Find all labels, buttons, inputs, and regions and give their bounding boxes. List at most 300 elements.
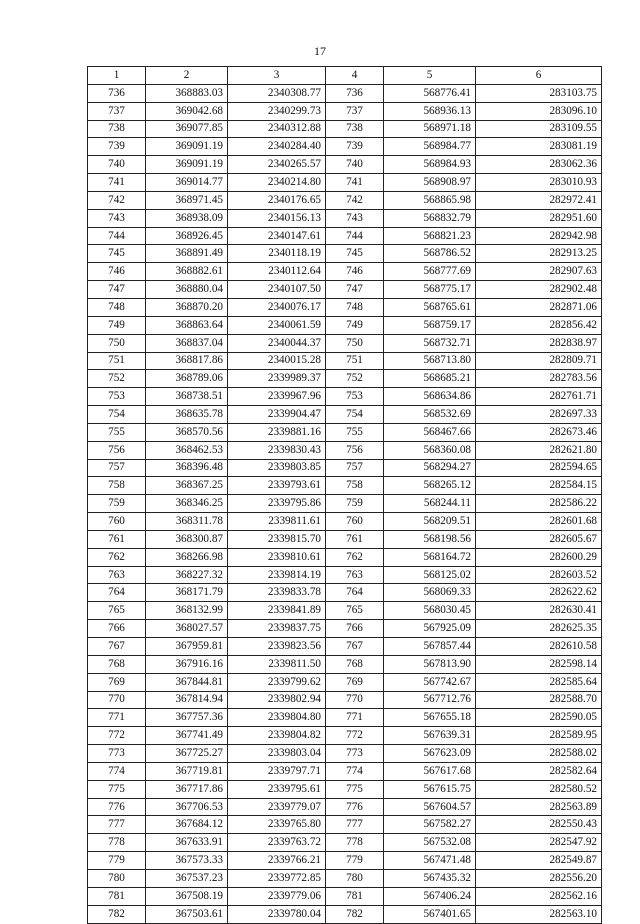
table-cell: 759	[88, 495, 146, 513]
table-cell: 367508.19	[146, 887, 228, 905]
table-cell: 367706.53	[146, 798, 228, 816]
table-cell: 749	[326, 316, 384, 334]
table-cell: 778	[88, 834, 146, 852]
table-cell: 368883.03	[146, 84, 228, 102]
table-cell: 748	[88, 298, 146, 316]
table-row	[88, 263, 602, 281]
table-cell: 776	[88, 798, 146, 816]
table-row	[88, 495, 602, 513]
table-cell: 769	[88, 673, 146, 691]
table-cell: 282584.15	[476, 477, 602, 495]
table-cell: 368870.20	[146, 298, 228, 316]
table-cell: 2339766.21	[228, 852, 326, 870]
table-cell: 755	[326, 423, 384, 441]
table-cell: 368882.61	[146, 263, 228, 281]
table-cell: 368462.53	[146, 441, 228, 459]
table-cell: 2339804.82	[228, 727, 326, 745]
table-row	[88, 584, 602, 602]
table-cell: 2339837.75	[228, 620, 326, 638]
table-row	[88, 709, 602, 727]
table-cell: 2339779.07	[228, 798, 326, 816]
table-cell: 567623.09	[384, 745, 476, 763]
table-cell: 282605.67	[476, 530, 602, 548]
table-row	[88, 245, 602, 263]
table-cell: 763	[88, 566, 146, 584]
table-cell: 2339830.43	[228, 441, 326, 459]
table-cell: 2340061.59	[228, 316, 326, 334]
table-cell: 368346.25	[146, 495, 228, 513]
table-cell: 781	[88, 887, 146, 905]
table-row	[88, 834, 602, 852]
table-cell: 756	[88, 441, 146, 459]
table-cell: 282902.48	[476, 281, 602, 299]
table-cell: 567471.48	[384, 852, 476, 870]
table-row	[88, 762, 602, 780]
table-cell: 757	[88, 459, 146, 477]
table-row	[88, 905, 602, 923]
table-cell: 368266.98	[146, 548, 228, 566]
table-cell: 367844.81	[146, 673, 228, 691]
table-cell: 367717.86	[146, 780, 228, 798]
column-header: 2	[146, 67, 228, 85]
table-cell: 2339810.61	[228, 548, 326, 566]
table-cell: 282588.70	[476, 691, 602, 709]
table-cell: 368891.49	[146, 245, 228, 263]
table-cell: 369077.85	[146, 120, 228, 138]
table-cell: 2340112.64	[228, 263, 326, 281]
table-cell: 367684.12	[146, 816, 228, 834]
table-cell: 766	[326, 620, 384, 638]
table-cell: 369091.19	[146, 156, 228, 174]
table-cell: 568244.11	[384, 495, 476, 513]
table-cell: 2340214.80	[228, 174, 326, 192]
table-cell: 741	[88, 174, 146, 192]
table-cell: 368132.99	[146, 602, 228, 620]
table-cell: 747	[88, 281, 146, 299]
table-cell: 736	[326, 84, 384, 102]
table-cell: 769	[326, 673, 384, 691]
table-cell: 282942.98	[476, 227, 602, 245]
table-row	[88, 138, 602, 156]
table-cell: 282625.35	[476, 620, 602, 638]
column-header: 4	[326, 67, 384, 85]
table-cell: 2339804.80	[228, 709, 326, 727]
table-cell: 753	[326, 388, 384, 406]
table-cell: 568821.23	[384, 227, 476, 245]
table-cell: 368926.45	[146, 227, 228, 245]
table-cell: 739	[88, 138, 146, 156]
coordinates-table	[87, 66, 602, 924]
table-cell: 768	[88, 655, 146, 673]
table-cell: 568971.18	[384, 120, 476, 138]
table-row	[88, 423, 602, 441]
table-cell: 282697.33	[476, 406, 602, 424]
table-cell: 567857.44	[384, 638, 476, 656]
table-cell: 781	[326, 887, 384, 905]
table-cell: 2339904.47	[228, 406, 326, 424]
table-cell: 779	[88, 852, 146, 870]
table-cell: 282603.52	[476, 566, 602, 584]
table-cell: 568164.72	[384, 548, 476, 566]
table-cell: 745	[326, 245, 384, 263]
table-cell: 567813.90	[384, 655, 476, 673]
table-row	[88, 602, 602, 620]
table-cell: 2340284.40	[228, 138, 326, 156]
column-header: 5	[384, 67, 476, 85]
table-cell: 748	[326, 298, 384, 316]
table-cell: 2340299.73	[228, 102, 326, 120]
table-header-row	[88, 67, 602, 85]
table-cell: 2340107.50	[228, 281, 326, 299]
table-cell: 761	[326, 530, 384, 548]
table-row	[88, 316, 602, 334]
table-cell: 759	[326, 495, 384, 513]
table-cell: 568775.17	[384, 281, 476, 299]
table-cell: 282580.52	[476, 780, 602, 798]
table-cell: 282856.42	[476, 316, 602, 334]
table-cell: 747	[326, 281, 384, 299]
table-cell: 367633.91	[146, 834, 228, 852]
table-cell: 772	[88, 727, 146, 745]
table-row	[88, 477, 602, 495]
table-cell: 2340312.88	[228, 120, 326, 138]
table-row	[88, 191, 602, 209]
table-cell: 752	[326, 370, 384, 388]
table-cell: 568713.80	[384, 352, 476, 370]
table-row	[88, 638, 602, 656]
table-cell: 2339811.61	[228, 513, 326, 531]
table-cell: 282550.43	[476, 816, 602, 834]
table-cell: 282951.60	[476, 209, 602, 227]
table-row	[88, 548, 602, 566]
table-cell: 2339779.06	[228, 887, 326, 905]
table-cell: 2340176.65	[228, 191, 326, 209]
table-cell: 2339795.61	[228, 780, 326, 798]
table-cell: 2339763.72	[228, 834, 326, 852]
table-cell: 2339833.78	[228, 584, 326, 602]
table-cell: 2339989.37	[228, 370, 326, 388]
table-cell: 746	[88, 263, 146, 281]
table-cell: 2339795.86	[228, 495, 326, 513]
table-cell: 367719.81	[146, 762, 228, 780]
table-cell: 742	[88, 191, 146, 209]
table-cell: 2340147.61	[228, 227, 326, 245]
table-cell: 776	[326, 798, 384, 816]
table-cell: 567655.18	[384, 709, 476, 727]
table-cell: 763	[326, 566, 384, 584]
table-cell: 368171.79	[146, 584, 228, 602]
table-cell: 282586.22	[476, 495, 602, 513]
table-cell: 368789.06	[146, 370, 228, 388]
table-cell: 568125.02	[384, 566, 476, 584]
table-cell: 2339967.96	[228, 388, 326, 406]
table-cell: 568765.61	[384, 298, 476, 316]
table-cell: 736	[88, 84, 146, 102]
table-cell: 749	[88, 316, 146, 334]
table-cell: 283096.10	[476, 102, 602, 120]
table-cell: 2339803.04	[228, 745, 326, 763]
table-cell: 768	[326, 655, 384, 673]
table-row	[88, 655, 602, 673]
table-cell: 568732.71	[384, 334, 476, 352]
table-cell: 568984.93	[384, 156, 476, 174]
table-cell: 368971.45	[146, 191, 228, 209]
table-cell: 282588.02	[476, 745, 602, 763]
table-cell: 761	[88, 530, 146, 548]
table-cell: 782	[326, 905, 384, 923]
table-cell: 744	[326, 227, 384, 245]
table-cell: 770	[88, 691, 146, 709]
table-cell: 568069.33	[384, 584, 476, 602]
table-row	[88, 370, 602, 388]
table-cell: 282907.63	[476, 263, 602, 281]
table-cell: 367814.94	[146, 691, 228, 709]
table-cell: 2339772.85	[228, 869, 326, 887]
table-cell: 567925.09	[384, 620, 476, 638]
table-cell: 367959.81	[146, 638, 228, 656]
table-cell: 758	[326, 477, 384, 495]
table-row	[88, 334, 602, 352]
table-cell: 777	[326, 816, 384, 834]
table-cell: 780	[88, 869, 146, 887]
table-cell: 777	[88, 816, 146, 834]
table-cell: 282598.14	[476, 655, 602, 673]
table-cell: 762	[88, 548, 146, 566]
table-cell: 368817.86	[146, 352, 228, 370]
table-cell: 774	[326, 762, 384, 780]
table-cell: 2340044.37	[228, 334, 326, 352]
table-cell: 771	[326, 709, 384, 727]
table-cell: 567435.32	[384, 869, 476, 887]
table-row	[88, 281, 602, 299]
table-cell: 282761.71	[476, 388, 602, 406]
table-row	[88, 887, 602, 905]
table-cell: 2339793.61	[228, 477, 326, 495]
table-cell: 774	[88, 762, 146, 780]
table-cell: 282582.64	[476, 762, 602, 780]
table-row	[88, 174, 602, 192]
table-cell: 771	[88, 709, 146, 727]
table-cell: 2339881.16	[228, 423, 326, 441]
table-cell: 568786.52	[384, 245, 476, 263]
table-cell: 757	[326, 459, 384, 477]
column-header: 6	[476, 67, 602, 85]
table-cell: 567742.67	[384, 673, 476, 691]
table-cell: 567615.75	[384, 780, 476, 798]
table-row	[88, 120, 602, 138]
table-cell: 751	[88, 352, 146, 370]
table-cell: 567532.08	[384, 834, 476, 852]
table-cell: 282783.56	[476, 370, 602, 388]
table-cell: 567401.65	[384, 905, 476, 923]
table-cell: 760	[88, 513, 146, 531]
table-cell: 568759.17	[384, 316, 476, 334]
table-row	[88, 441, 602, 459]
table-cell: 568832.79	[384, 209, 476, 227]
table-cell: 568294.27	[384, 459, 476, 477]
table-row	[88, 869, 602, 887]
table-row	[88, 513, 602, 531]
table-cell: 282563.10	[476, 905, 602, 923]
table-cell: 567604.57	[384, 798, 476, 816]
table-cell: 367725.27	[146, 745, 228, 763]
table-cell: 367573.33	[146, 852, 228, 870]
table-cell: 2340015.28	[228, 352, 326, 370]
table-cell: 2339780.04	[228, 905, 326, 923]
table-cell: 762	[326, 548, 384, 566]
table-cell: 368367.25	[146, 477, 228, 495]
table-cell: 766	[88, 620, 146, 638]
table-cell: 282547.92	[476, 834, 602, 852]
table-cell: 282622.62	[476, 584, 602, 602]
table-cell: 368837.04	[146, 334, 228, 352]
table-cell: 368396.48	[146, 459, 228, 477]
table-cell: 764	[88, 584, 146, 602]
table-cell: 282549.87	[476, 852, 602, 870]
table-cell: 765	[326, 602, 384, 620]
table-cell: 754	[88, 406, 146, 424]
table-cell: 282562.16	[476, 887, 602, 905]
table-cell: 282589.95	[476, 727, 602, 745]
table-row	[88, 691, 602, 709]
table-row	[88, 156, 602, 174]
table-row	[88, 852, 602, 870]
table-cell: 282630.41	[476, 602, 602, 620]
table-cell: 2339811.50	[228, 655, 326, 673]
table-cell: 369042.68	[146, 102, 228, 120]
table-cell: 567582.27	[384, 816, 476, 834]
table-row	[88, 102, 602, 120]
table-cell: 750	[326, 334, 384, 352]
table-row	[88, 227, 602, 245]
table-cell: 2339823.56	[228, 638, 326, 656]
table-cell: 368635.78	[146, 406, 228, 424]
table-cell: 568467.66	[384, 423, 476, 441]
table-cell: 756	[326, 441, 384, 459]
table-cell: 2339797.71	[228, 762, 326, 780]
table-cell: 368311.78	[146, 513, 228, 531]
table-cell: 282838.97	[476, 334, 602, 352]
table-cell: 2339814.19	[228, 566, 326, 584]
table-cell: 282809.71	[476, 352, 602, 370]
table-cell: 568984.77	[384, 138, 476, 156]
table-cell: 367503.61	[146, 905, 228, 923]
table-cell: 282601.68	[476, 513, 602, 531]
table-cell: 2339765.80	[228, 816, 326, 834]
table-row	[88, 727, 602, 745]
page-number: 17	[314, 44, 326, 58]
table-cell: 745	[88, 245, 146, 263]
table-cell: 737	[326, 102, 384, 120]
table-cell: 2339799.62	[228, 673, 326, 691]
table-row	[88, 352, 602, 370]
table-cell: 567617.68	[384, 762, 476, 780]
table-cell: 282590.05	[476, 709, 602, 727]
table-cell: 367741.49	[146, 727, 228, 745]
table-cell: 773	[88, 745, 146, 763]
table-cell: 740	[88, 156, 146, 174]
table-cell: 740	[326, 156, 384, 174]
table-cell: 282673.46	[476, 423, 602, 441]
table-row	[88, 406, 602, 424]
table-cell: 282621.80	[476, 441, 602, 459]
table-cell: 775	[326, 780, 384, 798]
table-row	[88, 459, 602, 477]
column-header: 1	[88, 67, 146, 85]
table-cell: 369014.77	[146, 174, 228, 192]
table-row	[88, 745, 602, 763]
table-cell: 743	[326, 209, 384, 227]
table-cell: 738	[326, 120, 384, 138]
table-cell: 2340308.77	[228, 84, 326, 102]
table-cell: 283081.19	[476, 138, 602, 156]
table-row	[88, 530, 602, 548]
table-cell: 2339841.89	[228, 602, 326, 620]
table-row	[88, 780, 602, 798]
table-cell: 368300.87	[146, 530, 228, 548]
table-cell: 2339815.70	[228, 530, 326, 548]
table-cell: 778	[326, 834, 384, 852]
table-cell: 772	[326, 727, 384, 745]
table-cell: 283103.75	[476, 84, 602, 102]
table-cell: 770	[326, 691, 384, 709]
table-cell: 369091.19	[146, 138, 228, 156]
table-cell: 368227.32	[146, 566, 228, 584]
table-cell: 742	[326, 191, 384, 209]
table-row	[88, 388, 602, 406]
table-cell: 760	[326, 513, 384, 531]
table-cell: 765	[88, 602, 146, 620]
table-cell: 738	[88, 120, 146, 138]
table-cell: 568908.97	[384, 174, 476, 192]
table-cell: 367757.36	[146, 709, 228, 727]
table-cell: 568532.69	[384, 406, 476, 424]
table-row	[88, 209, 602, 227]
table-cell: 737	[88, 102, 146, 120]
table-row	[88, 566, 602, 584]
table-cell: 764	[326, 584, 384, 602]
table-cell: 750	[88, 334, 146, 352]
table-cell: 367537.23	[146, 869, 228, 887]
table-cell: 368027.57	[146, 620, 228, 638]
table-cell: 568776.41	[384, 84, 476, 102]
table-cell: 368880.04	[146, 281, 228, 299]
table-row	[88, 798, 602, 816]
table-cell: 568685.21	[384, 370, 476, 388]
table-cell: 568360.08	[384, 441, 476, 459]
table-body	[88, 84, 602, 923]
table-row	[88, 298, 602, 316]
table-cell: 2340265.57	[228, 156, 326, 174]
table-cell: 752	[88, 370, 146, 388]
table-row	[88, 816, 602, 834]
table-cell: 568209.51	[384, 513, 476, 531]
table-cell: 753	[88, 388, 146, 406]
table-cell: 282972.41	[476, 191, 602, 209]
table-cell: 751	[326, 352, 384, 370]
table-cell: 2339803.85	[228, 459, 326, 477]
table-cell: 767	[326, 638, 384, 656]
table-cell: 282913.25	[476, 245, 602, 263]
table-cell: 780	[326, 869, 384, 887]
table-cell: 283109.55	[476, 120, 602, 138]
table-cell: 746	[326, 263, 384, 281]
table-cell: 282556.20	[476, 869, 602, 887]
table-cell: 755	[88, 423, 146, 441]
table-cell: 567712.76	[384, 691, 476, 709]
table-cell: 2340118.19	[228, 245, 326, 263]
table-cell: 568265.12	[384, 477, 476, 495]
